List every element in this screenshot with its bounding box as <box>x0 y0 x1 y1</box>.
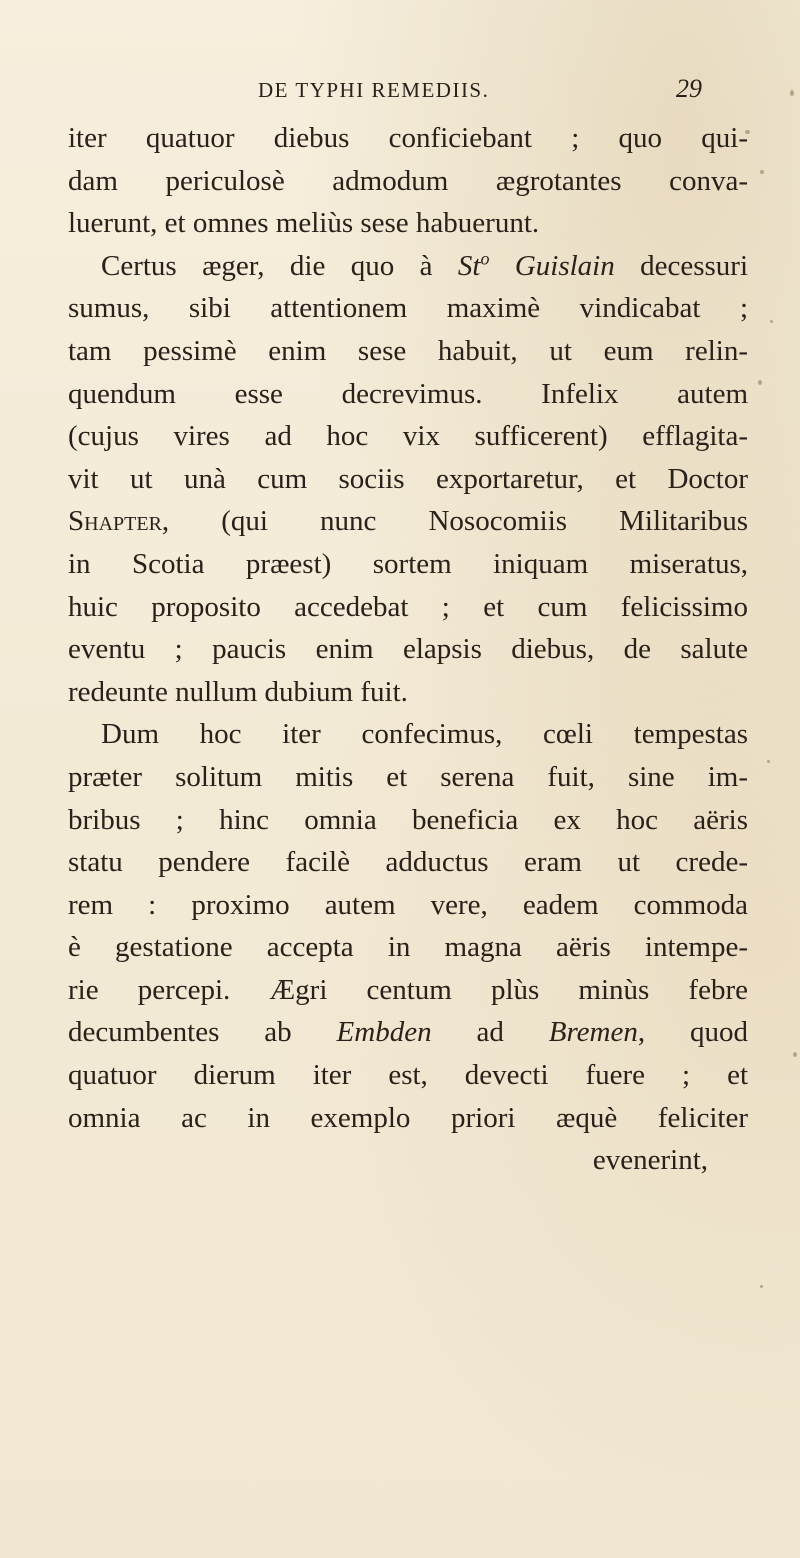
text-line: quendum esse decrevimus. Infelix autem <box>68 377 748 410</box>
text-line: Dum hoc iter confecimus, cœli tempestas <box>101 718 748 751</box>
text-line: decumbentes ab Embden ad Bremen, quod <box>68 1016 748 1049</box>
text-line: dam periculosè admodum ægrotantes conva- <box>68 164 748 197</box>
text-line: tam pessimè enim sese habuit, ut eum relin- <box>68 334 748 367</box>
text-line: rem : proximo autem vere, eadem commoda <box>68 888 748 921</box>
foxing-speck <box>793 1052 797 1057</box>
text-line: statu pendere facilè adductus eram ut crede- <box>68 846 748 879</box>
foxing-speck <box>760 170 764 174</box>
text-line: (cujus vires ad hoc vix sufficerent) efflagita- <box>68 420 748 453</box>
text-line: omnia ac in exemplo priori æquè feliciter <box>68 1101 748 1134</box>
foxing-speck <box>770 320 773 323</box>
text-line: huic proposito accedebat ; et cum felicissimo <box>68 590 748 623</box>
text-line: vit ut unà cum sociis exportaretur, et Doctor <box>68 462 748 495</box>
text-line: iter quatuor diebus conficiebant ; quo qui- <box>68 122 748 154</box>
foxing-speck <box>767 760 770 763</box>
text-line: quatuor dierum iter est, devecti fuere ; et <box>68 1059 748 1092</box>
body-text <box>68 117 748 1182</box>
text-line: Shapter, (qui nunc Nosocomiis Militaribus <box>68 505 748 538</box>
text-line: è gestatione accepta in magna aëris intempe- <box>68 931 748 964</box>
text-line: sumus, sibi attentionem maximè vindicabat ; <box>68 292 748 325</box>
foxing-speck <box>760 1285 763 1288</box>
text-line: redeunte nullum dubium fuit. <box>68 675 408 708</box>
running-head: DE TYPHI REMEDIIS. <box>258 78 490 102</box>
text-line: in Scotia præest) sortem iniquam miseratus, <box>68 547 748 580</box>
page-header <box>0 74 800 114</box>
text-line: Certus æger, die quo à St$^o$ Guislain decessuri <box>101 248 748 282</box>
text-line: eventu ; paucis enim elapsis diebus, de salute <box>68 633 748 666</box>
foxing-speck <box>758 380 762 385</box>
text-line: luerunt, et omnes meliùs sese habuerunt. <box>68 207 540 240</box>
text-line: præter solitum mitis et serena fuit, sine im- <box>68 760 748 793</box>
page-number: 29 <box>676 74 702 103</box>
text-line: rie percepi. Ægri centum plùs minùs febre <box>68 973 748 1006</box>
catchword: evenerint, <box>592 1144 708 1177</box>
text-line: bribus ; hinc omnia beneficia ex hoc aëris <box>68 803 748 836</box>
